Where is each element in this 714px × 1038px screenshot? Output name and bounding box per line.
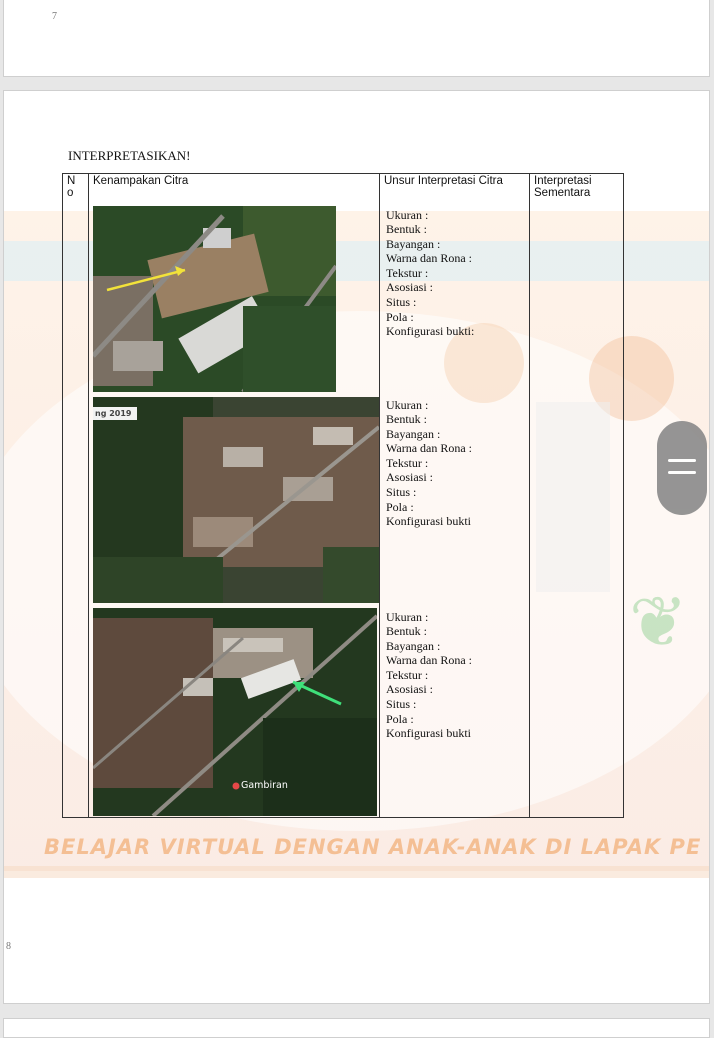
instruction-heading: INTERPRETASIKAN! — [68, 148, 191, 163]
satellite-image — [93, 206, 336, 392]
cell-no — [63, 204, 89, 394]
cell-image — [89, 394, 380, 606]
field-tekstur: Tekstur : — [386, 455, 429, 470]
field-warna-rona: Warna dan Rona : — [386, 653, 473, 668]
field-bayangan: Bayangan : — [386, 236, 441, 251]
field-asosiasi: Asosiasi : — [386, 280, 434, 295]
header-unsur: Unsur Interpretasi Citra — [380, 174, 530, 204]
table-row — [63, 204, 624, 394]
handle-line-icon — [668, 459, 696, 462]
header-interpretasi: Interpretasi Sementara — [530, 174, 624, 204]
field-list — [380, 606, 529, 741]
field-asosiasi: Asosiasi : — [386, 470, 434, 485]
page-number: 8 — [6, 941, 11, 952]
field-konfigurasi: Konfigurasi bukti: — [386, 324, 475, 339]
table-row — [63, 606, 624, 818]
cell-interpretasi[interactable] — [530, 204, 624, 394]
next-page — [3, 1018, 710, 1038]
field-situs: Situs : — [386, 295, 417, 310]
field-situs: Situs : — [386, 697, 417, 712]
cell-no — [63, 606, 89, 818]
satellite-image — [93, 608, 377, 816]
header-kenampakan: Kenampakan Citra — [89, 174, 380, 204]
field-pola: Pola : — [386, 499, 414, 514]
cell-image — [89, 606, 380, 818]
field-tekstur: Tekstur : — [386, 265, 429, 280]
field-pola: Pola : — [386, 309, 414, 324]
field-warna-rona: Warna dan Rona : — [386, 441, 473, 456]
field-ukuran: Ukuran : — [386, 207, 429, 222]
satellite-image — [93, 397, 379, 603]
image-label: ng 2019 — [93, 407, 137, 420]
watermark-strip — [4, 866, 710, 878]
place-label: Gambiran — [241, 779, 288, 791]
cell-unsur — [380, 394, 530, 606]
field-bentuk: Bentuk : — [386, 412, 427, 427]
watermark-leaf-icon: ❦ — [629, 581, 688, 663]
field-bayangan: Bayangan : — [386, 426, 441, 441]
field-konfigurasi: Konfigurasi bukti — [386, 514, 471, 529]
watermark-map-fragment — [536, 402, 610, 592]
cell-interpretasi[interactable] — [530, 606, 624, 818]
cell-interpretasi[interactable] — [530, 394, 624, 606]
header-no: N o — [63, 174, 89, 204]
field-konfigurasi: Konfigurasi bukti — [386, 726, 471, 741]
field-situs: Situs : — [386, 485, 417, 500]
cell-image — [89, 204, 380, 394]
previous-page — [3, 0, 710, 77]
scroll-handle[interactable] — [657, 421, 707, 515]
field-bentuk: Bentuk : — [386, 624, 427, 639]
cell-unsur — [380, 606, 530, 818]
field-pola: Pola : — [386, 711, 414, 726]
document-page[interactable] — [3, 90, 710, 1004]
table-row — [63, 394, 624, 606]
watermark-text: BELAJAR VIRTUAL DENGAN ANAK-ANAK DI LAPAK PE — [44, 835, 702, 859]
cell-unsur — [380, 204, 530, 394]
page-number: 7 — [52, 11, 57, 22]
handle-line-icon — [668, 471, 696, 474]
field-tekstur: Tekstur : — [386, 667, 429, 682]
field-list — [380, 394, 529, 529]
field-list — [380, 204, 529, 339]
field-bayangan: Bayangan : — [386, 638, 441, 653]
field-ukuran: Ukuran : — [386, 609, 429, 624]
field-bentuk: Bentuk : — [386, 222, 427, 237]
map-pin-icon — [233, 782, 240, 789]
cell-no — [63, 394, 89, 606]
interpretation-table — [62, 173, 624, 818]
field-ukuran: Ukuran : — [386, 397, 429, 412]
field-warna-rona: Warna dan Rona : — [386, 251, 473, 266]
field-asosiasi: Asosiasi : — [386, 682, 434, 697]
